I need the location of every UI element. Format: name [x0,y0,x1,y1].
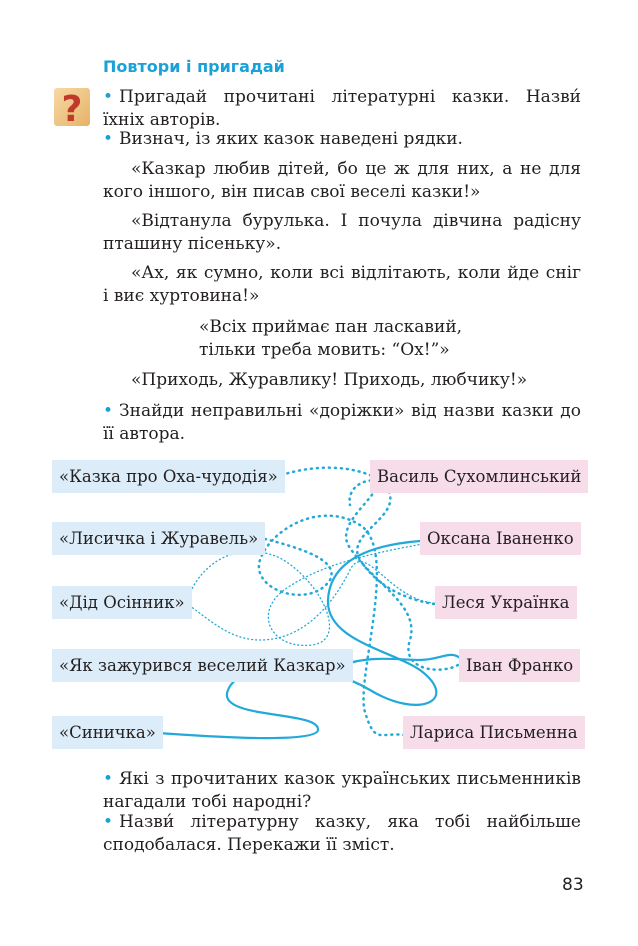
path-2 [259,516,404,735]
quote-4: «Приходь, Журавлику! Приходь, любчику!» [131,370,528,390]
title-box-2: «Лисичка і Журавель» [52,522,265,555]
poem-line-2: тільки треба мовить: “Ох!”» [199,340,450,360]
author-box-2: Оксана Іваненко [420,522,581,555]
task-recall: • Пригадай прочитані літературні казки. Назви́ їхніх авторів. [103,86,581,132]
path-4 [186,562,434,640]
author-box-3: Леся Українка [435,586,577,619]
title-box-1: «Казка про Оха-чудодія» [52,460,285,493]
title-box-5: «Синичка» [52,716,163,749]
task-compare: • Які з прочитаних казок українських письменників нагадали тобі народні? [103,768,581,814]
author-box-5: Лариса Письменна [403,716,585,749]
quote-1: «Казкар любив дітей, бо це ж для них, а не для кого іншого, він писав свої веселі казки!» [103,159,581,203]
quote-2: «Відтанула бурулька. І почула дівчина радісну пташину пісеньку». [103,211,581,255]
task-favorite: • Назви́ літературну казку, яка тобі найбільше сподобалася. Перекажи її зміст. [103,811,581,857]
title-box-4: «Як зажурився веселий Казкар» [52,649,353,682]
author-box-4: Іван Франко [459,649,580,682]
path-6 [343,655,460,665]
poem-line-1: «Всіх приймає пан ласкавий, [199,317,463,337]
section-heading: Повтори і пригадай [103,57,285,76]
title-box-3: «Дід Осінник» [52,586,192,619]
quote-3: «Ах, як сумно, коли всі відлітають, коли йде сніг і виє хуртовина!» [103,263,581,307]
page-number: 83 [562,875,584,895]
task-paths: • Знайди неправильні «доріжки» від назви казки до її автора. [103,400,581,446]
svg-text:?: ? [61,89,83,126]
author-box-1: Василь Сухомлинський [370,460,588,493]
task-identify: • Визнач, із яких казок наведені рядки. [103,128,581,151]
